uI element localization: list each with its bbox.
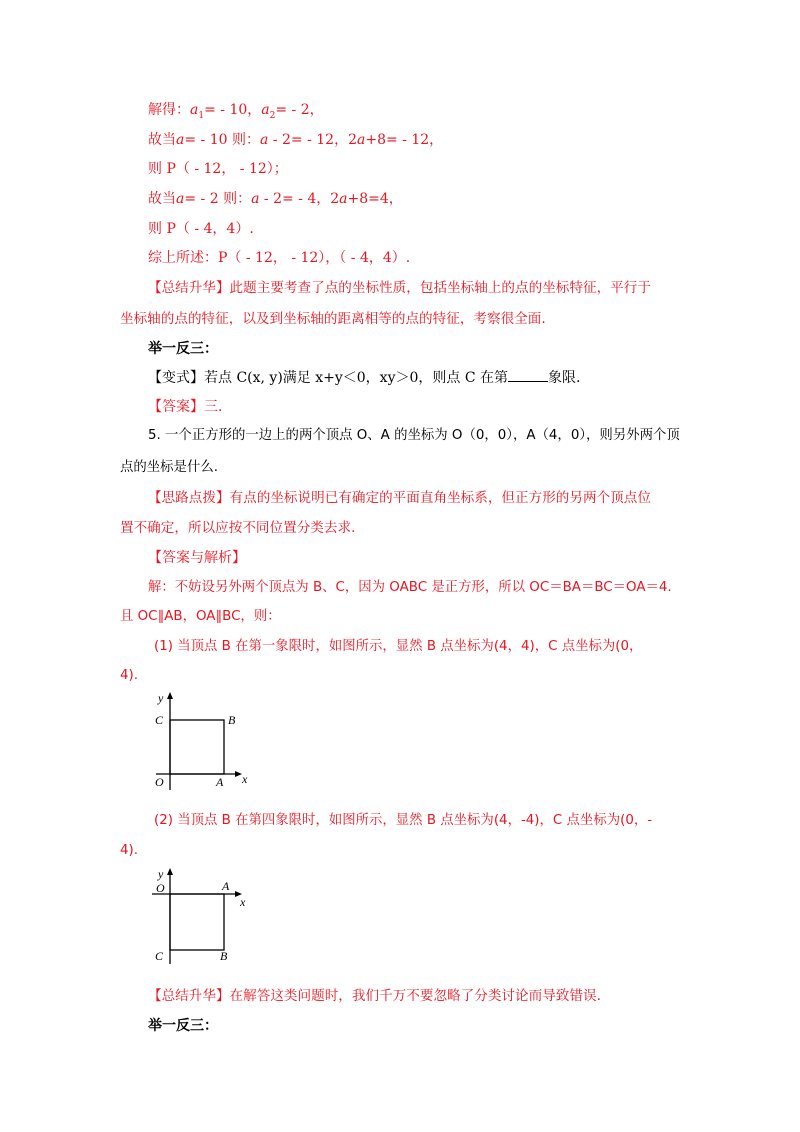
square-figure-quadrant-1 (146, 690, 256, 800)
text: = - 10， (204, 102, 262, 118)
text: - 2= - 12，2 (268, 132, 357, 148)
solution-line-4 (148, 189, 403, 209)
text: 象限. (548, 370, 581, 386)
var: a (176, 191, 185, 207)
text: 解得： (148, 102, 190, 118)
label-x: x (240, 895, 246, 909)
hint-line-1: 【思路点拨】有点的坐标说明已有确定的平面直角坐标系，但正方形的另两个顶点位 (148, 490, 651, 506)
practice-heading: 举一反三： (148, 341, 218, 357)
label-c: C (155, 949, 164, 963)
text: 故当 (148, 132, 176, 148)
solution-line-2 (148, 130, 443, 150)
text: = - 2 则： (184, 191, 252, 207)
summary-line-2: 坐标轴的点的特征，以及到坐标轴的距离相等的点的特征，考察很全面. (120, 311, 546, 327)
summary-line-1: 【总结升华】此题主要考查了点的坐标性质，包括坐标轴上的点的坐标特征，平行于 (148, 280, 651, 296)
text: - 2= - 4，2 (259, 191, 340, 207)
analysis-line-2: 且 OC∥AB，OA∥BC，则： (120, 609, 281, 624)
case-1-line-1: (1) 当顶点 B 在第一象限时，如图所示，显然 B 点坐标为(4，4)，C 点坐标为(0， (154, 639, 643, 654)
text: 【变式】若点 C(x, y)满足 x+y＜0，xy＞0，则点 C 在第 (148, 370, 509, 386)
solution-line-3: 则 P（ - 12， - 12）； (148, 161, 288, 177)
var: a (356, 132, 366, 148)
label-b: B (228, 713, 236, 727)
answer-blank (508, 369, 548, 382)
var: a (339, 191, 348, 207)
solution-line-5: 则 P（ - 4，4）. (148, 221, 254, 237)
label-a: A (216, 775, 224, 789)
answer-analysis-heading: 【答案与解析】 (148, 550, 246, 566)
summary-2: 【总结升华】在解答这类问题时，我们千万不要忽略了分类讨论而导致错误. (148, 988, 601, 1004)
var: a (260, 132, 269, 148)
label-c: C (155, 713, 164, 727)
var: a (190, 102, 199, 118)
label-o: O (156, 881, 165, 895)
practice-heading-2: 举一反三： (148, 1018, 218, 1034)
variant-answer: 【答案】三. (148, 399, 223, 415)
case-1-line-2: 4). (120, 668, 139, 683)
text: +8= - 12， (365, 132, 444, 148)
label-b: B (220, 949, 228, 963)
case-2-line-2: 4). (120, 843, 139, 858)
y-axis-arrow (167, 692, 173, 699)
label-o: O (155, 775, 164, 789)
case-2-line-1: (2) 当顶点 B 在第四象限时，如图所示，显然 B 点坐标为(4，-4)，C 点坐标为(0，- (154, 813, 653, 828)
problem-5-line-1: 5. 一个正方形的一边上的两个顶点 O、A 的坐标为 O（0，0），A（4，0），则另外两个顶 (148, 428, 680, 443)
analysis-line-1: 解：不妨设另外两个顶点为 B、C，因为 OABC 是正方形，所以 OC＝BA＝BC＝OA＝4. (148, 580, 672, 595)
var: a (251, 191, 260, 207)
subscript: 1 (198, 110, 205, 121)
label-y: y (158, 691, 164, 705)
square (170, 894, 224, 950)
y-axis-arrow (167, 868, 173, 875)
var: a (261, 102, 270, 118)
solution-line-6: 综上所述：P（ - 12， - 12），（ - 4，4）. (148, 250, 411, 266)
text: = - 2， (275, 102, 324, 118)
text: = - 10 则： (184, 132, 260, 148)
square (170, 720, 224, 774)
solution-line-1 (148, 100, 324, 120)
square-figure-quadrant-4 (146, 866, 256, 966)
problem-5-line-2: 点的坐标是什么. (120, 460, 218, 475)
label-x: x (242, 772, 248, 786)
label-a: A (222, 879, 230, 893)
subscript: 2 (269, 110, 276, 121)
hint-line-2: 置不确定，所以应按不同位置分类去求. (120, 520, 356, 536)
text: 故当 (148, 191, 176, 207)
label-y: y (158, 867, 164, 881)
x-axis-arrow (235, 771, 242, 777)
variant-question (148, 368, 580, 388)
var: a (176, 132, 185, 148)
text: +8=4， (347, 191, 403, 207)
